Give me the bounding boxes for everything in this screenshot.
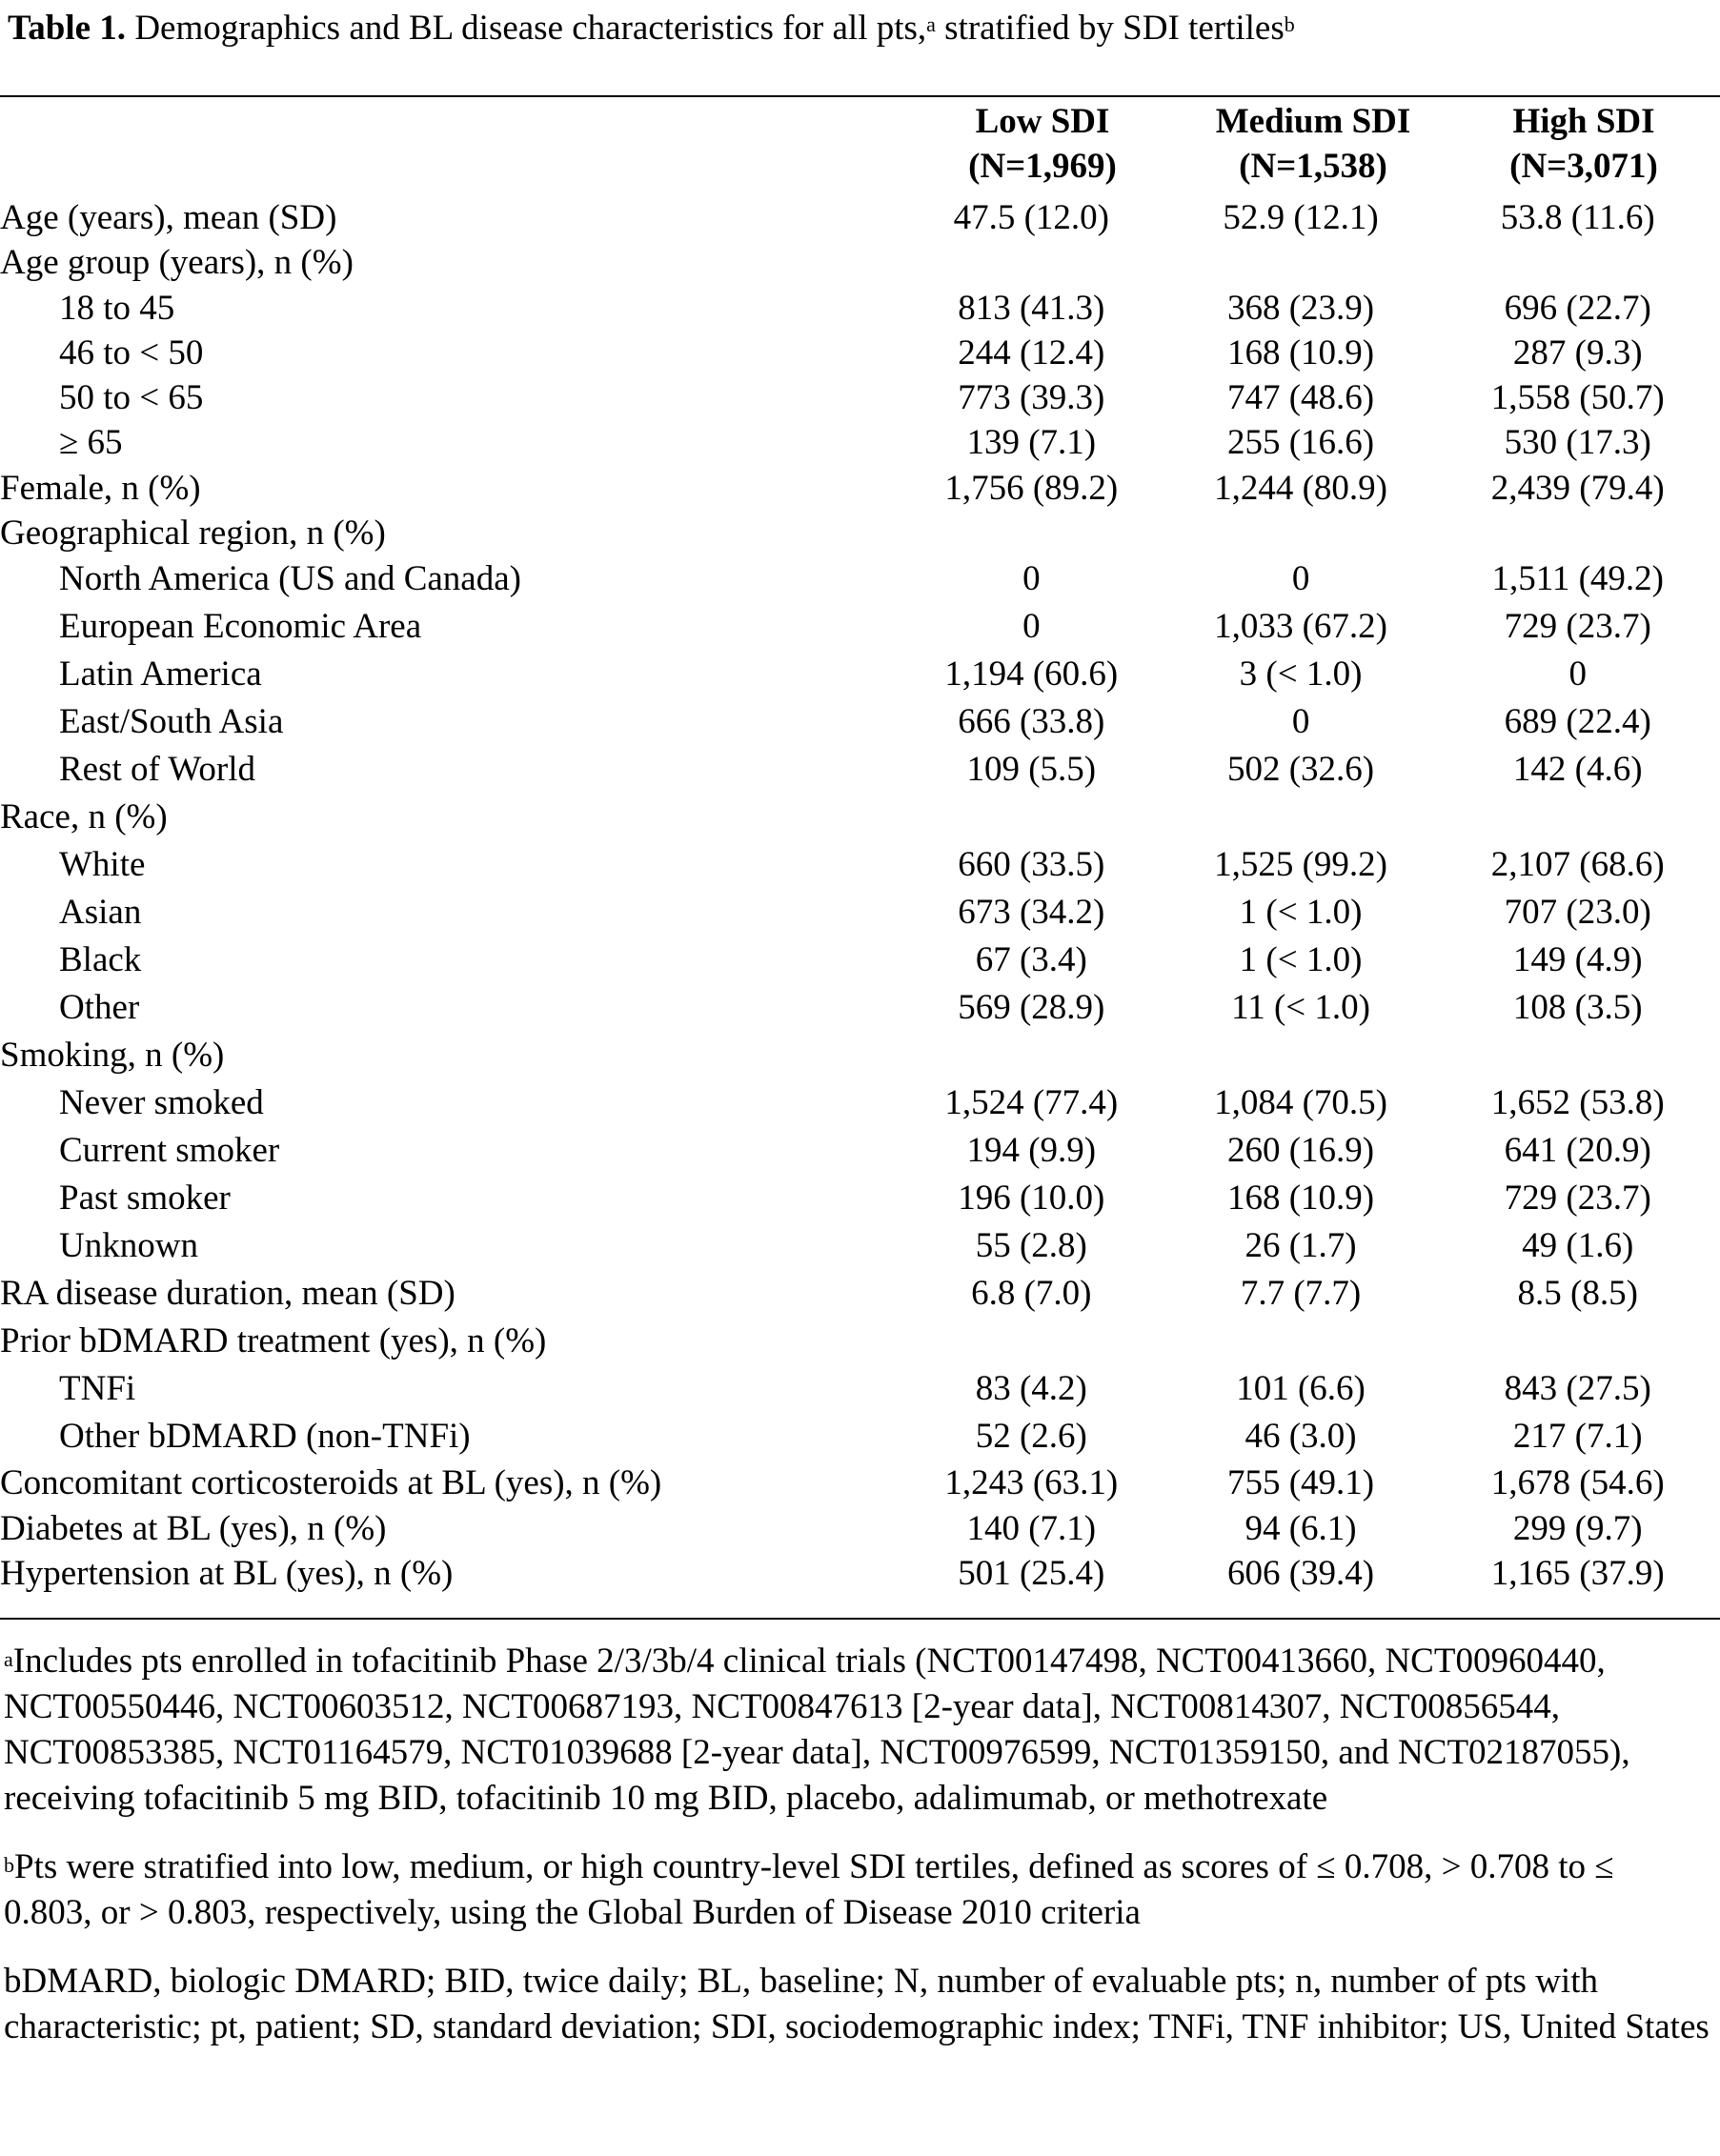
cell-value: 168 (10.9) <box>1226 332 1375 373</box>
cell-value <box>1435 511 1720 555</box>
cell-value: 47.5 (12.0) <box>953 198 1110 237</box>
cell-value: 843 (27.5) <box>1504 1369 1651 1409</box>
cell-value: 3 (< 1.0) <box>1239 655 1363 695</box>
cell-value: 1,678 (54.6) <box>1490 1463 1665 1503</box>
row-sublabel: North America (US and Canada) <box>59 559 521 599</box>
column-header-name: Low SDI <box>975 102 1110 141</box>
cell-value: 502 (32.6) <box>1226 750 1375 790</box>
cell-value <box>1435 1318 1720 1365</box>
table-title-text: Demographics and BL disease characteristics for all pts, <box>126 9 927 48</box>
cell-value: 606 (39.4) <box>1226 1553 1375 1593</box>
cell-value: 1 (< 1.0) <box>1239 940 1363 980</box>
cell-value <box>1166 240 1436 285</box>
row-sublabel: Never smoked <box>59 1083 264 1123</box>
footnote-a <box>4 1639 1710 1822</box>
table-row <box>0 651 1720 698</box>
cell-value: 755 (49.1) <box>1226 1463 1375 1503</box>
row-sublabel: Current smoker <box>59 1131 280 1171</box>
cell-value: 1 (< 1.0) <box>1239 893 1363 933</box>
table-row <box>0 466 1720 511</box>
table-row <box>0 1551 1720 1596</box>
cell-value: 1,525 (99.2) <box>1214 845 1388 885</box>
cell-value: 1,194 (60.6) <box>944 655 1119 695</box>
cell-value: 139 (7.1) <box>966 423 1097 463</box>
table-top-rule <box>0 95 1720 97</box>
table-row <box>0 331 1720 375</box>
row-sublabel: 46 to < 50 <box>59 332 204 373</box>
table-title-label: Table 1. <box>8 9 127 48</box>
table-row <box>0 603 1720 651</box>
cell-value: 168 (10.9) <box>1226 1179 1375 1219</box>
cell-value: 140 (7.1) <box>966 1508 1097 1548</box>
cell-value: 2,439 (79.4) <box>1490 468 1665 508</box>
cell-value: 2,107 (68.6) <box>1490 845 1665 885</box>
cell-value: 67 (3.4) <box>975 940 1087 980</box>
cell-value: 260 (16.9) <box>1226 1131 1375 1171</box>
table-row <box>0 746 1720 794</box>
cell-value: 55 (2.8) <box>975 1226 1087 1266</box>
cell-value: 196 (10.0) <box>958 1179 1105 1219</box>
cell-value: 101 (6.6) <box>1236 1369 1366 1409</box>
cell-value <box>1166 511 1436 555</box>
cell-value: 729 (23.7) <box>1504 1179 1651 1219</box>
row-sublabel: European Economic Area <box>59 607 422 647</box>
row-sublabel: 50 to < 65 <box>59 378 204 418</box>
cell-value: 0 <box>1022 607 1041 647</box>
table-row <box>0 420 1720 465</box>
column-header-name: Medium SDI <box>1215 102 1411 141</box>
footnote-b-text: Pts were stratified into low, medium, or high country-level SDI tertiles, defined as scores of ≤ 0.708, > 0.708 to ≤ 0.803, or > 0.803, respectively, using the Global Burden of Disease 2010 criteria <box>4 1847 1614 1932</box>
table-row <box>0 1222 1720 1270</box>
cell-value: 52 (2.6) <box>975 1417 1087 1457</box>
cell-value <box>1435 1032 1720 1079</box>
column-header-n: (N=3,071) <box>1509 147 1658 186</box>
cell-value: 729 (23.7) <box>1504 607 1651 647</box>
column-header-medium-sdi <box>1170 99 1456 189</box>
cell-value: 8.5 (8.5) <box>1517 1274 1638 1314</box>
demographics-table <box>0 195 1720 1596</box>
table-row <box>0 889 1720 937</box>
table-row <box>0 1506 1720 1551</box>
column-header-high-sdi <box>1441 99 1720 189</box>
cell-value: 696 (22.7) <box>1504 288 1651 328</box>
cell-value <box>1435 794 1720 841</box>
table-bottom-rule <box>0 1618 1720 1620</box>
cell-value: 299 (9.7) <box>1512 1508 1643 1548</box>
row-sublabel: Unknown <box>59 1226 198 1266</box>
cell-value: 641 (20.9) <box>1504 1131 1651 1171</box>
cell-value: 6.8 (7.0) <box>971 1274 1092 1314</box>
row-sublabel: Other <box>59 988 140 1028</box>
cell-value: 109 (5.5) <box>966 750 1097 790</box>
cell-value: 666 (33.8) <box>958 702 1105 742</box>
column-header-n: (N=1,538) <box>1239 147 1387 186</box>
cell-value <box>1166 794 1436 841</box>
cell-value: 1,244 (80.9) <box>1214 468 1388 508</box>
cell-value: 660 (33.5) <box>958 845 1105 885</box>
cell-value: 0 <box>1291 702 1310 742</box>
cell-value: 0 <box>1022 559 1041 599</box>
table-row <box>0 375 1720 420</box>
cell-value: 747 (48.6) <box>1226 378 1375 418</box>
table-body <box>0 195 1720 1596</box>
table-row <box>0 1079 1720 1127</box>
row-sublabel: White <box>59 845 146 885</box>
cell-value <box>897 240 1166 285</box>
table-row <box>0 984 1720 1032</box>
footnote-a-marker: a <box>4 1647 13 1671</box>
cell-value: 1,652 (53.8) <box>1490 1083 1665 1123</box>
abbreviations-note: bDMARD, biologic DMARD; BID, twice daily; BL, baseline; N, number of evaluable pts; n, number of pts with characteristic; pt, patient; SD, standard deviation; SDI, sociodemographic index; TNFi, TNF inhibitor; US, United States <box>4 1962 1710 2046</box>
cell-value: 0 <box>1291 559 1310 599</box>
footnote-b-marker: b <box>4 1853 14 1877</box>
row-label: RA disease duration, mean (SD) <box>0 1274 455 1314</box>
cell-value: 530 (17.3) <box>1504 423 1651 463</box>
table-row <box>0 937 1720 984</box>
row-label: Hypertension at BL (yes), n (%) <box>0 1553 454 1593</box>
row-sublabel: Black <box>59 940 142 980</box>
table-row <box>0 1127 1720 1175</box>
cell-value: 52.9 (12.1) <box>1223 198 1379 237</box>
table-row <box>0 1365 1720 1413</box>
cell-value: 83 (4.2) <box>975 1369 1087 1409</box>
footnote-b <box>4 1844 1710 1936</box>
footnote-marker-b: b <box>1284 12 1295 36</box>
row-sublabel: ≥ 65 <box>59 423 123 463</box>
cell-value: 11 (< 1.0) <box>1231 988 1370 1028</box>
row-label: Concomitant corticosteroids at BL (yes), n (%) <box>0 1463 662 1503</box>
row-sublabel: East/South Asia <box>59 702 284 742</box>
cell-value <box>1435 240 1720 285</box>
table-row <box>0 555 1720 603</box>
cell-value: 287 (9.3) <box>1512 332 1643 373</box>
row-label: Geographical region, n (%) <box>0 514 386 554</box>
table-title <box>8 4 1295 53</box>
table-row <box>0 511 1720 555</box>
row-label: Female, n (%) <box>0 468 201 508</box>
table-row <box>0 286 1720 331</box>
table-row <box>0 841 1720 889</box>
column-header-low-sdi <box>900 99 1185 189</box>
table-row <box>0 1461 1720 1505</box>
cell-value <box>897 1318 1166 1365</box>
row-label: Age (years), mean (SD) <box>0 198 337 237</box>
table-row <box>0 1270 1720 1318</box>
row-label: Age group (years), n (%) <box>0 243 354 283</box>
cell-value: 1,243 (63.1) <box>944 1463 1119 1503</box>
row-sublabel: 18 to 45 <box>59 288 175 328</box>
row-sublabel: Latin America <box>59 655 262 695</box>
cell-value: 0 <box>1568 655 1587 695</box>
cell-value: 1,524 (77.4) <box>944 1083 1119 1123</box>
table-row <box>0 195 1720 240</box>
cell-value <box>897 794 1166 841</box>
cell-value: 49 (1.6) <box>1522 1226 1634 1266</box>
cell-value: 1,558 (50.7) <box>1490 378 1665 418</box>
table-row <box>0 1175 1720 1222</box>
cell-value: 255 (16.6) <box>1226 423 1375 463</box>
row-label: Smoking, n (%) <box>0 1036 225 1076</box>
cell-value: 194 (9.9) <box>966 1131 1097 1171</box>
table-row <box>0 1413 1720 1461</box>
cell-value: 813 (41.3) <box>958 288 1105 328</box>
column-header-name: High SDI <box>1512 102 1655 141</box>
cell-value: 142 (4.6) <box>1512 750 1643 790</box>
row-sublabel: Rest of World <box>59 750 255 790</box>
row-sublabel: TNFi <box>59 1369 136 1409</box>
row-label: Prior bDMARD treatment (yes), n (%) <box>0 1321 547 1361</box>
table-row <box>0 1318 1720 1365</box>
table-title-text-2: stratified by SDI tertiles <box>935 9 1285 48</box>
cell-value: 707 (23.0) <box>1504 893 1651 933</box>
cell-value <box>897 1032 1166 1079</box>
cell-value: 569 (28.9) <box>958 988 1105 1028</box>
column-header-n: (N=1,969) <box>968 147 1117 186</box>
row-sublabel: Other bDMARD (non-TNFi) <box>59 1417 471 1457</box>
table-row <box>0 698 1720 746</box>
cell-value: 1,084 (70.5) <box>1214 1083 1388 1123</box>
cell-value: 1,511 (49.2) <box>1491 559 1664 599</box>
footnote-marker-a: a <box>926 12 936 36</box>
table-row <box>0 794 1720 841</box>
cell-value: 1,033 (67.2) <box>1214 607 1388 647</box>
cell-value: 94 (6.1) <box>1244 1508 1357 1548</box>
cell-value: 368 (23.9) <box>1226 288 1375 328</box>
cell-value: 1,756 (89.2) <box>944 468 1119 508</box>
cell-value: 501 (25.4) <box>958 1553 1105 1593</box>
row-label: Diabetes at BL (yes), n (%) <box>0 1508 387 1548</box>
cell-value: 217 (7.1) <box>1512 1417 1643 1457</box>
cell-value: 149 (4.9) <box>1512 940 1643 980</box>
cell-value: 773 (39.3) <box>958 378 1105 418</box>
footnote-a-text: Includes pts enrolled in tofacitinib Phase 2/3/3b/4 clinical trials (NCT00147498, NCT00413660, NCT00960440, NCT00550446, NCT00603512, NCT00687193, NCT00847613 [2-year data], NCT00814307, NCT00856544, NCT00853385, NCT01164579, NCT01039688 [2-year data], NCT00976599, NCT01359150, and NCT02187055), receiving tofacitinib 5 mg BID, tofacitinib 10 mg BID, placebo, adalimumab, or methotrexate <box>4 1642 1630 1818</box>
cell-value: 673 (34.2) <box>958 893 1105 933</box>
cell-value: 244 (12.4) <box>958 332 1105 373</box>
cell-value: 7.7 (7.7) <box>1240 1274 1362 1314</box>
row-sublabel: Asian <box>59 893 142 933</box>
table-row <box>0 240 1720 285</box>
cell-value <box>897 511 1166 555</box>
footnotes <box>4 1639 1710 2073</box>
cell-value: 53.8 (11.6) <box>1500 198 1655 237</box>
table-row <box>0 1032 1720 1079</box>
cell-value: 1,165 (37.9) <box>1490 1553 1665 1593</box>
cell-value: 689 (22.4) <box>1504 702 1651 742</box>
row-sublabel: Past smoker <box>59 1179 231 1219</box>
cell-value: 26 (1.7) <box>1244 1226 1357 1266</box>
cell-value <box>1166 1032 1436 1079</box>
row-label: Race, n (%) <box>0 797 168 837</box>
cell-value <box>1166 1318 1436 1365</box>
cell-value: 108 (3.5) <box>1512 988 1643 1028</box>
cell-value: 46 (3.0) <box>1244 1417 1357 1457</box>
